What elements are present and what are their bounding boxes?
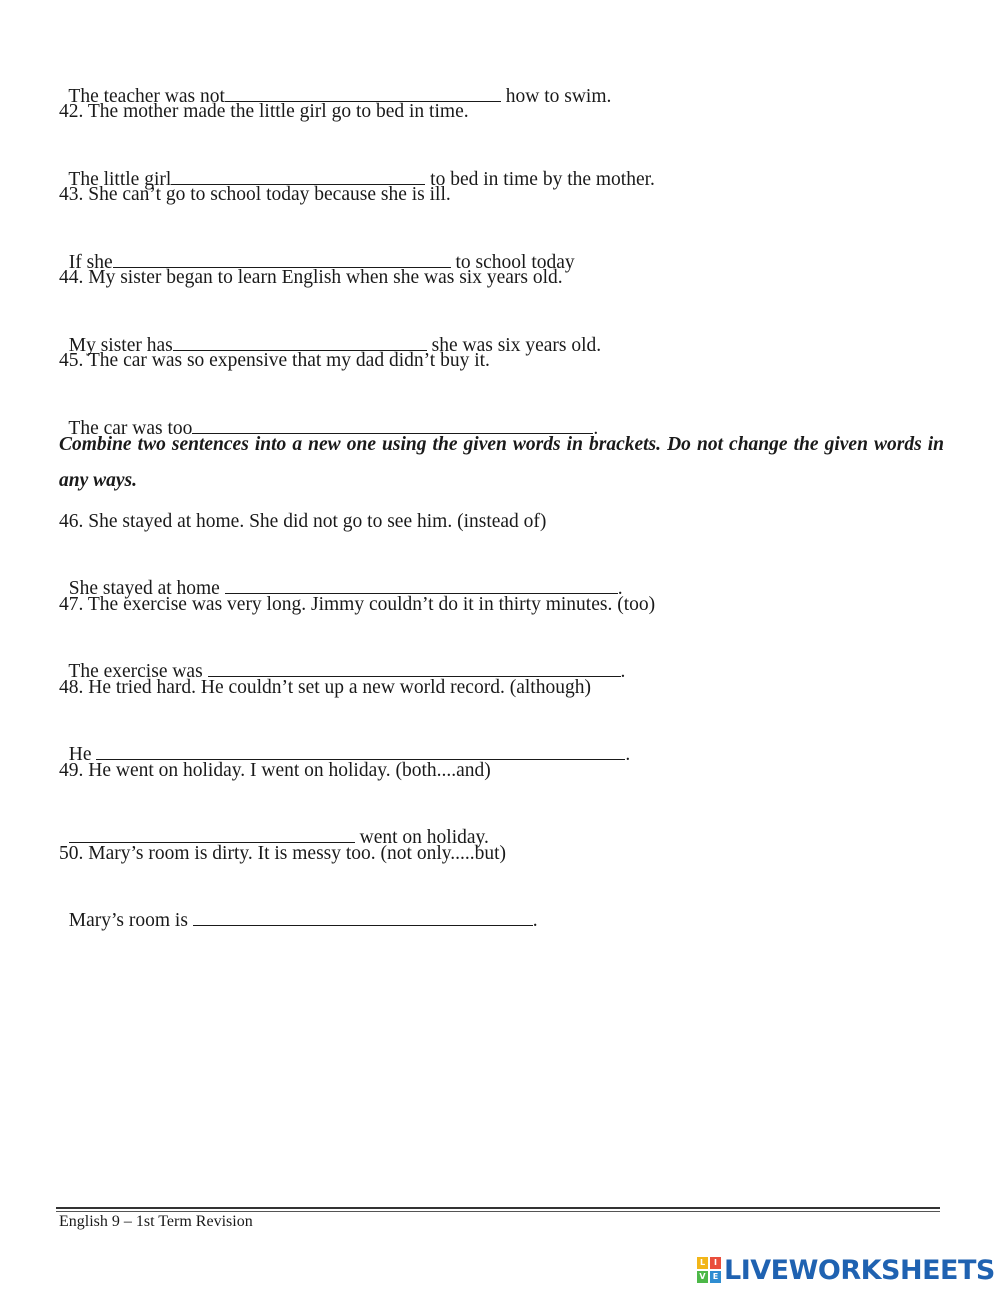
question-46: 46. She stayed at home. She did not go to see him. (instead of) xyxy=(59,511,547,532)
prompt-text: The teacher was not xyxy=(68,86,225,107)
prompt-text: My sister has xyxy=(68,335,173,356)
question-45: 45. The car was so expensive that my dad didn’t buy it. xyxy=(59,350,490,371)
prompt-text: She stayed at home xyxy=(68,578,225,599)
answer-blank-46[interactable] xyxy=(225,575,618,594)
question-44: 44. My sister began to learn English when she was six years old. xyxy=(59,267,563,288)
prompt-text: If she xyxy=(68,252,113,273)
answer-blank-49[interactable] xyxy=(69,824,355,843)
question-49: 49. He went on holiday. I went on holiday. (both....and) xyxy=(59,760,491,781)
prompt-text: . xyxy=(532,910,538,931)
answer-line-50 xyxy=(59,883,538,933)
footer-title: English 9 – 1st Term Revision xyxy=(59,1213,253,1230)
section-instruction: Combine two sentences into a new one using the given words in brackets. Do not change the given words in any ways. xyxy=(59,434,944,491)
prompt-text: The little girl xyxy=(68,169,172,190)
question-43: 43. She can’t go to school today because she is ill. xyxy=(59,184,451,205)
prompt-text: Mary’s room is xyxy=(68,910,193,931)
question-47: 47. The exercise was very long. Jimmy couldn’t do it in thirty minutes. (too) xyxy=(59,594,656,615)
answer-blank-50[interactable] xyxy=(193,907,533,926)
prompt-text: The exercise was xyxy=(68,661,208,682)
prompt-text: to school today xyxy=(450,252,575,273)
answer-blank-48[interactable] xyxy=(96,741,625,760)
liveworksheets-wordmark: LIVEWORKSHEETS xyxy=(724,1254,995,1286)
prompt-text: The car was too xyxy=(68,418,193,439)
question-42: 42. The mother made the little girl go to bed in time. xyxy=(59,101,469,122)
prompt-text: how to swim. xyxy=(500,86,612,107)
prompt-text: . xyxy=(617,578,623,599)
prompt-text: . xyxy=(620,661,626,682)
footer-divider xyxy=(56,1207,940,1209)
answer-blank-47[interactable] xyxy=(208,658,621,677)
prompt-text: . xyxy=(625,744,631,765)
question-48: 48. He tried hard. He couldn’t set up a new world record. (although) xyxy=(59,677,591,698)
logo-letter-l: L xyxy=(697,1257,708,1269)
question-50: 50. Mary’s room is dirty. It is messy too. (not only.....but) xyxy=(59,843,507,864)
logo-letter-i: I xyxy=(710,1257,721,1269)
liveworksheets-logo[interactable] xyxy=(697,1255,995,1285)
prompt-text: He xyxy=(68,744,97,765)
prompt-text: went on holiday. xyxy=(354,827,489,848)
prompt-text: to bed in time by the mother. xyxy=(425,169,655,190)
logo-letter-v: V xyxy=(697,1271,708,1283)
logo-letter-e: E xyxy=(710,1271,721,1283)
prompt-text: she was six years old. xyxy=(426,335,602,356)
prompt-text: . xyxy=(593,418,599,439)
liveworksheets-logo-icon xyxy=(697,1257,721,1283)
